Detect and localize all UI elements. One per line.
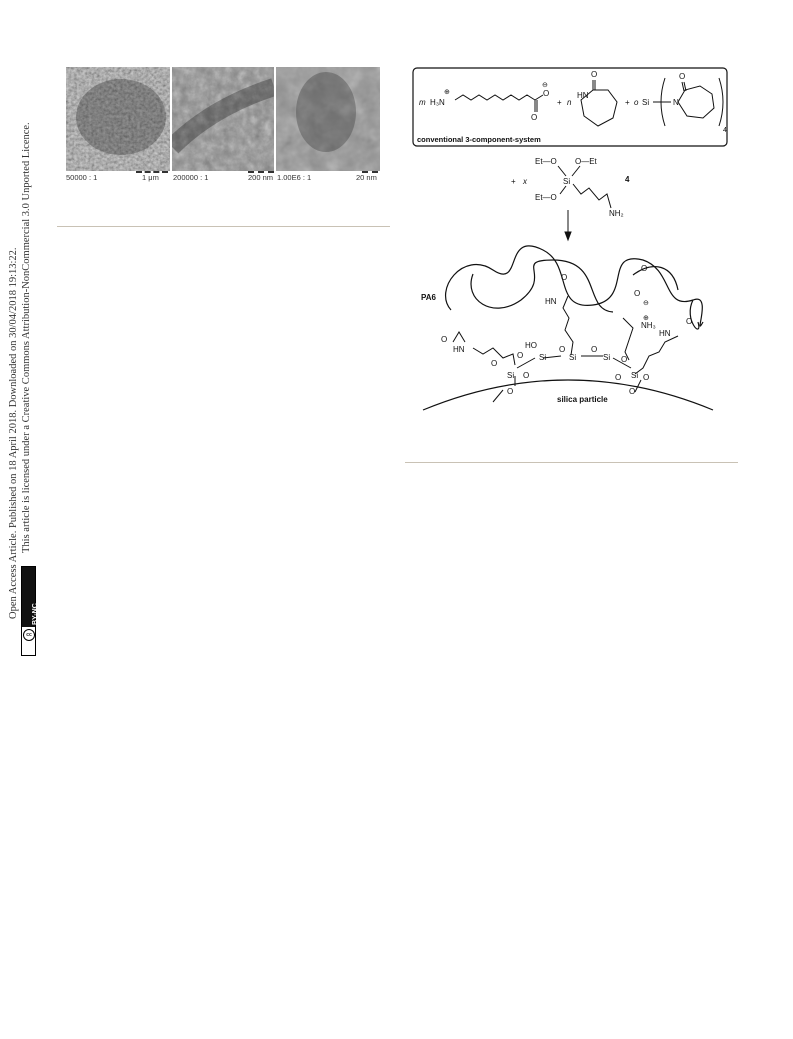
siloxane-o-4: O [621,355,628,364]
coef-x: x [523,177,527,186]
amide-o-1: O [561,273,568,282]
siloxane-o-8: O [615,373,622,382]
micrograph-scale-labels [66,170,380,184]
nh3-label: NH₃ [641,321,656,330]
cc-icon: cc [23,629,35,641]
micrograph-3 [276,67,380,171]
carbonyl-o-1: O [531,113,538,122]
compound-number: 4 [625,175,630,184]
si-2: Si [569,353,577,362]
silanol-ho: HO [525,341,537,350]
siloxane-o-1: O [517,351,524,360]
carboxylate-charge-2: ⊖ [643,300,649,307]
carboxylate-o-2: O [641,264,648,273]
si-5: Si [631,371,639,380]
scale-3: 20 nm [356,173,377,182]
silane-oet-right: O—Et [575,157,597,166]
ammonium-charge-2: ⊕ [643,315,649,322]
silane-eto-bottom: Et—O [535,193,557,202]
si-lactam-o: O [679,72,686,81]
ammonium-charge: ⊕ [444,89,450,96]
carboxylate-charge: ⊖ [542,82,548,89]
si-3: Si [603,353,611,362]
micrograph-2 [172,67,274,171]
carboxylate-o: O [543,89,550,98]
amide-hn-1: HN [545,297,557,306]
carboxylate-o-3: O [634,289,641,298]
amide-hn-2: HN [659,329,671,338]
coef-n: n [567,98,572,107]
siloxane-o-9: O [643,373,650,382]
tetra-subscript: 4 [723,127,727,134]
siloxane-o-5: O [523,371,530,380]
right-rule [405,462,738,463]
silane-nh2: NH₂ [609,209,624,218]
amide-o-2: O [686,317,693,326]
amide-o-3: O [441,335,448,344]
box-label: conventional 3-component-system [417,135,541,144]
coef-o: o [634,98,639,107]
sidebar-access-line: Open Access Article. Published on 18 April 2018. Downloaded on 30/04/2018 19:13:22. [8,247,19,619]
h3n-label: H₃N [430,98,445,107]
silica-particle-label: silica particle [557,395,608,404]
plus-2: + [625,98,630,107]
si-central: Si [642,98,650,107]
plus-3: + [511,177,516,186]
siloxane-o-7: O [507,387,514,396]
magnification-2: 200000 : 1 [173,173,209,182]
silane-eto-left: Et—O [535,157,557,166]
si-4: Si [507,371,515,380]
lactam-o: O [591,70,598,79]
scale-2: 200 nm [248,173,274,182]
left-rule [57,226,390,227]
silane-si: Si [563,177,571,186]
magnification-1: 50000 : 1 [66,173,98,182]
cc-license-badge[interactable] [21,566,39,656]
amide-hn-3: HN [453,345,465,354]
siloxane-o-3: O [591,345,598,354]
license-sidebar [0,0,45,680]
siloxane-o-2: O [559,345,566,354]
si-1: Si [539,353,547,362]
lactam-n: N [673,98,679,107]
scale-1: 1 μm [142,173,159,182]
siloxane-o-10: O [629,387,636,396]
sidebar-license-line[interactable]: This article is licensed under a Creative Commons Attribution-NonCommercial 3.0 Unported Licence. [21,122,32,553]
magnification-3: 1.00E6 : 1 [277,173,312,182]
coef-m: m [419,98,426,107]
siloxane-o-6: O [491,359,498,368]
pa6-label: PA6 [421,293,436,302]
cc-badge-text: BY-NC [32,603,39,625]
micrograph-1 [66,67,170,171]
plus-1: + [557,98,562,107]
reaction-scheme [403,60,737,420]
tem-micrographs [66,67,380,171]
lactam-hn: HN [577,91,589,100]
